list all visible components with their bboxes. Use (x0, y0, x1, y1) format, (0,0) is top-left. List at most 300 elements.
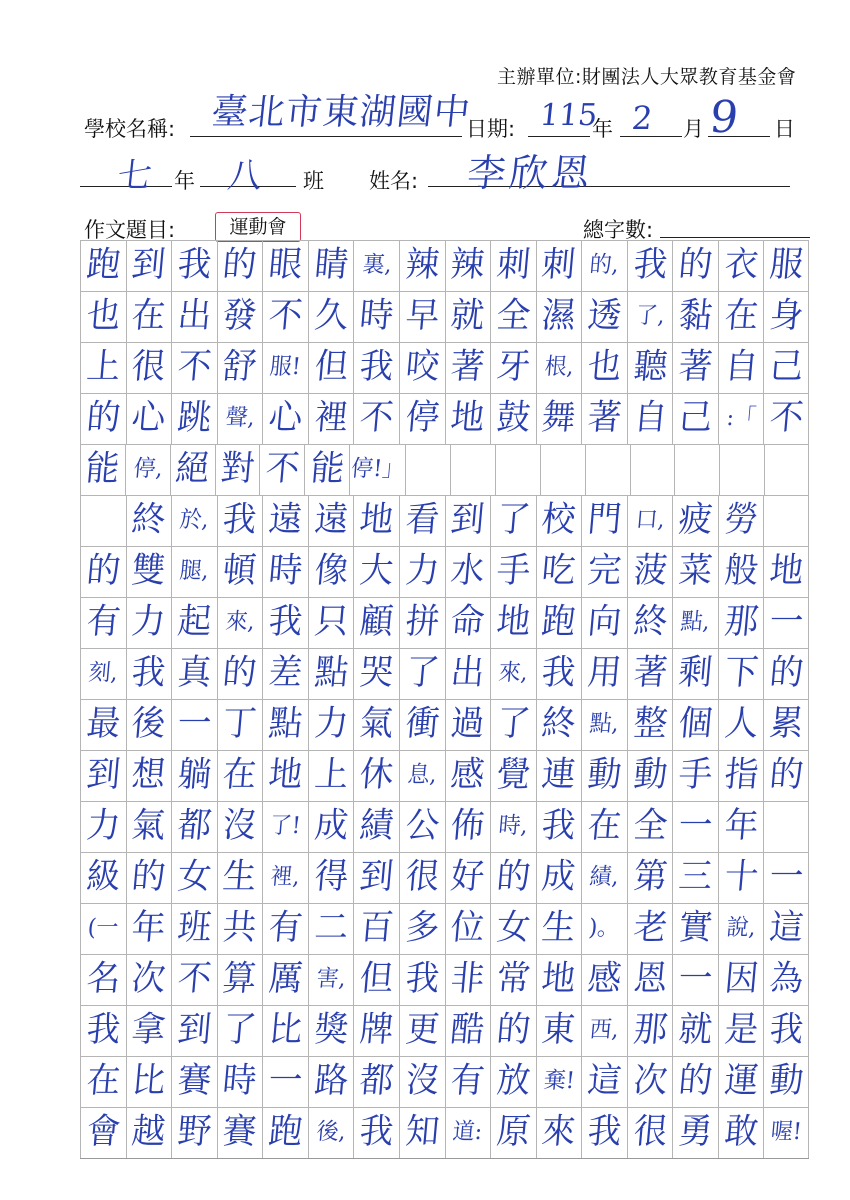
grid-cell (399, 699, 445, 750)
handwritten-char: 因 (722, 959, 760, 999)
grid-cell (495, 444, 540, 495)
grid-cell (399, 1005, 445, 1056)
handwritten-char: 女 (175, 857, 213, 897)
grid-cell (171, 393, 217, 444)
handwritten-char: 眼 (267, 245, 305, 285)
handwritten-char: 停!」 (350, 456, 406, 482)
handwritten-char: 一 (677, 959, 715, 999)
grid-cell (80, 903, 126, 954)
handwritten-char: 這 (767, 908, 805, 948)
grid-row (80, 291, 809, 343)
grid-cell (353, 1107, 399, 1158)
grid-cell (672, 291, 718, 342)
grid-cell (763, 852, 809, 903)
handwritten-char: 跳 (175, 398, 213, 438)
grid-cell (718, 699, 764, 750)
handwritten-char: 向 (585, 602, 624, 642)
grid-row (80, 954, 809, 1006)
handwritten-char: 到 (358, 857, 396, 897)
handwritten-char: 我 (221, 500, 259, 540)
date-label: 日期: (466, 117, 516, 141)
handwritten-char: 終 (631, 602, 669, 642)
grid-cell (581, 954, 627, 1005)
grid-cell (171, 1056, 217, 1107)
handwritten-char: 雙 (130, 551, 168, 591)
grid-cell (536, 546, 582, 597)
grid-cell (445, 1005, 491, 1056)
handwritten-char: 不 (175, 347, 213, 387)
grid-row (80, 801, 809, 853)
handwritten-char: 勇 (677, 1112, 715, 1152)
grid-cell (672, 1107, 718, 1158)
grid-cell (262, 597, 308, 648)
grid-row (80, 1107, 809, 1159)
grid-cell (490, 342, 536, 393)
handwritten-char: 差 (267, 653, 305, 693)
handwritten-char: 著 (585, 398, 624, 438)
handwritten-char: 就 (449, 296, 487, 336)
handwritten-char: 地 (449, 398, 487, 438)
handwritten-char: 辣 (449, 245, 487, 285)
handwritten-char: 年 (722, 806, 760, 846)
grid-cell (126, 1005, 172, 1056)
topic-label: 作文題目: (84, 218, 176, 242)
school-name-label: 學校名稱: (84, 117, 176, 141)
grid-cell (627, 393, 673, 444)
grid-cell (718, 240, 764, 291)
word-count-underline (660, 237, 810, 238)
grid-cell (490, 699, 536, 750)
handwritten-char: 命 (449, 602, 487, 642)
grid-row (80, 240, 809, 292)
grid-cell (763, 291, 809, 342)
handwritten-char: 休 (358, 755, 396, 795)
grid-cell (445, 954, 491, 1005)
handwritten-char: 人 (722, 704, 760, 744)
grid-cell (490, 954, 536, 1005)
topic-value: 運動會 (215, 212, 301, 242)
handwritten-char: 的 (84, 398, 122, 438)
grid-row (80, 1056, 809, 1108)
handwritten-char: 校 (540, 500, 578, 540)
grid-cell (490, 903, 536, 954)
handwritten-char: 賽 (221, 1112, 259, 1152)
handwritten-char: 口, (634, 507, 666, 533)
grid-cell (581, 1005, 627, 1056)
handwritten-char: 算 (221, 959, 259, 999)
handwritten-char: 我 (130, 653, 168, 693)
grid-cell (581, 597, 627, 648)
handwritten-char: 來 (540, 1112, 578, 1152)
grid-cell (126, 801, 172, 852)
grid-cell (308, 750, 354, 801)
grid-cell (445, 495, 491, 546)
grid-cell (262, 954, 308, 1005)
handwritten-char: 顧 (358, 602, 396, 642)
grid-cell (627, 495, 673, 546)
grid-cell (630, 444, 675, 495)
grid-cell (126, 954, 172, 1005)
handwritten-char: 我 (84, 1010, 122, 1050)
handwritten-char: 跑 (267, 1112, 305, 1152)
handwritten-char: 心 (130, 398, 168, 438)
handwritten-char: 獎 (312, 1010, 350, 1050)
grid-cell (581, 648, 627, 699)
handwritten-char: 看 (403, 500, 441, 540)
grid-row (80, 750, 809, 802)
handwritten-char: 己 (767, 347, 805, 387)
grid-cell (763, 240, 809, 291)
handwritten-char: 能 (308, 449, 346, 489)
grid-cell (262, 546, 308, 597)
grid-cell (672, 903, 718, 954)
grid-cell (262, 342, 308, 393)
handwritten-char: 氣 (358, 704, 396, 744)
handwritten-char: 哭 (358, 653, 396, 693)
grid-cell (353, 393, 399, 444)
grid-cell (585, 444, 630, 495)
handwritten-char: 拿 (130, 1010, 168, 1050)
grid-cell (217, 852, 263, 903)
handwritten-char: 用 (585, 653, 624, 693)
grid-cell (171, 291, 217, 342)
grid-cell (627, 546, 673, 597)
handwritten-char: 上 (312, 755, 350, 795)
grid-cell (80, 597, 126, 648)
grid-cell (262, 903, 308, 954)
handwritten-char: 己 (677, 398, 715, 438)
grid-cell (399, 342, 445, 393)
handwritten-char: 跑 (84, 245, 122, 285)
grid-cell (262, 495, 308, 546)
handwritten-char: 績 (358, 806, 396, 846)
grid-cell (80, 852, 126, 903)
handwritten-char: 菠 (631, 551, 669, 591)
grid-cell (126, 648, 172, 699)
handwritten-char: 門 (585, 500, 624, 540)
handwritten-char: 不 (175, 959, 213, 999)
grid-cell (536, 240, 582, 291)
handwritten-char: 的 (767, 755, 805, 795)
handwritten-char: 終 (130, 500, 168, 540)
grid-cell (536, 597, 582, 648)
handwritten-char: 服! (268, 354, 303, 380)
handwritten-char: 績, (588, 864, 621, 890)
grid-cell (536, 1107, 582, 1158)
grid-cell (763, 903, 809, 954)
handwritten-char: 的 (767, 653, 805, 693)
grid-cell (445, 597, 491, 648)
grid-cell (536, 342, 582, 393)
grid-cell (308, 495, 354, 546)
handwritten-char: 對 (218, 449, 257, 489)
grid-row (80, 699, 809, 751)
handwritten-char: 生 (221, 857, 259, 897)
grid-cell (308, 852, 354, 903)
handwritten-char: 棄! (542, 1068, 576, 1094)
grid-cell (718, 750, 764, 801)
grid-cell (126, 903, 172, 954)
grid-cell (718, 801, 764, 852)
handwritten-char: 上 (84, 347, 122, 387)
grid-cell (353, 699, 399, 750)
grid-cell (80, 699, 126, 750)
grid-cell (217, 954, 263, 1005)
handwritten-char: 一 (175, 704, 213, 744)
organizer-label: 主辦單位:財團法人大眾教育基金會 (497, 66, 797, 88)
handwritten-char: 不 (263, 449, 301, 489)
grid-cell (672, 954, 718, 1005)
grid-cell (171, 699, 217, 750)
grid-cell (763, 1107, 809, 1158)
grid-cell (217, 1107, 263, 1158)
handwritten-char: 的 (494, 1010, 532, 1050)
handwritten-char: 沒 (403, 1061, 441, 1101)
handwritten-char: 沒 (221, 806, 259, 846)
handwritten-char: 舒 (221, 347, 259, 387)
grid-cell (445, 1107, 491, 1158)
handwritten-char: 老 (631, 908, 669, 948)
grid-cell (399, 903, 445, 954)
handwritten-char: 成 (312, 806, 350, 846)
grid-cell (445, 240, 491, 291)
handwritten-char: 我 (767, 1010, 805, 1050)
handwritten-char: 終 (540, 704, 578, 744)
grid-cell (490, 393, 536, 444)
handwritten-char: 點 (267, 704, 305, 744)
grid-cell (125, 444, 170, 495)
grid-cell (445, 1056, 491, 1107)
handwritten-char: 拼 (403, 602, 441, 642)
grid-cell (171, 648, 217, 699)
handwritten-char: 有 (267, 908, 305, 948)
handwritten-char: 這 (585, 1061, 624, 1101)
handwritten-char: 感 (449, 755, 487, 795)
grid-cell (304, 444, 349, 495)
handwritten-char: 很 (631, 1112, 669, 1152)
handwritten-char: 連 (540, 755, 578, 795)
grid-row (80, 852, 809, 904)
handwritten-char: 刻, (87, 660, 120, 686)
handwritten-char: 咬 (403, 347, 441, 387)
name-label: 姓名: (369, 169, 419, 193)
grid-cell (490, 597, 536, 648)
handwritten-char: 生 (540, 908, 578, 948)
grid-cell (718, 546, 764, 597)
grid-cell (259, 444, 304, 495)
grid-cell (399, 750, 445, 801)
grid-cell (171, 1005, 217, 1056)
grid-cell (445, 291, 491, 342)
handwritten-char: 久 (312, 296, 350, 336)
grid-cell (80, 342, 126, 393)
grid-cell (718, 1107, 764, 1158)
grid-cell (262, 1005, 308, 1056)
student-name-value: 李欣恩 (465, 151, 596, 195)
grid-cell (126, 342, 172, 393)
handwritten-char: 都 (358, 1061, 396, 1101)
handwritten-char: 路 (312, 1061, 350, 1101)
grid-cell (581, 495, 627, 546)
grid-cell (353, 291, 399, 342)
grid-cell (126, 1056, 172, 1107)
grid-cell (763, 597, 809, 648)
grid-cell (353, 750, 399, 801)
handwritten-char: 裡 (312, 398, 350, 438)
grid-cell (126, 750, 172, 801)
grid-cell (672, 648, 718, 699)
grid-cell (80, 1107, 126, 1158)
grid-cell (581, 903, 627, 954)
handwritten-char: 後, (315, 1119, 347, 1145)
handwritten-char: 時 (221, 1061, 259, 1101)
grid-cell (353, 342, 399, 393)
grid-cell (445, 342, 491, 393)
handwritten-char: 會 (84, 1112, 122, 1152)
grid-cell (627, 648, 673, 699)
handwritten-char: 道: (451, 1119, 484, 1145)
grid-cell (308, 1005, 354, 1056)
handwritten-char: 在 (84, 1061, 122, 1101)
grid-cell (308, 546, 354, 597)
school-name-underline (190, 136, 462, 137)
grid-cell (672, 801, 718, 852)
grid-cell (536, 699, 582, 750)
grid-cell (445, 648, 491, 699)
handwritten-char: 手 (494, 551, 532, 591)
handwritten-char: 我 (358, 347, 396, 387)
handwritten-char: 聲, (224, 405, 256, 431)
handwritten-char: 水 (449, 551, 487, 591)
grid-cell (171, 597, 217, 648)
grid-cell (627, 903, 673, 954)
handwritten-char: 常 (494, 959, 532, 999)
grid-cell (80, 393, 126, 444)
grid-cell (308, 801, 354, 852)
grid-cell (581, 852, 627, 903)
handwritten-char: 聽 (631, 347, 669, 387)
grid-cell (490, 495, 536, 546)
handwritten-char: 停 (403, 398, 441, 438)
handwritten-char: 根, (543, 354, 575, 380)
handwritten-char: 說, (725, 915, 757, 941)
grid-cell (718, 852, 764, 903)
handwritten-char: 的 (677, 245, 715, 285)
handwritten-char: 百 (358, 908, 396, 948)
handwritten-char: 時, (497, 813, 530, 839)
grid-cell (672, 852, 718, 903)
handwritten-char: 那 (722, 602, 760, 642)
handwritten-char: 到 (84, 755, 122, 795)
handwritten-char: 著 (677, 347, 715, 387)
grid-cell (718, 393, 764, 444)
handwritten-char: 息, (406, 762, 438, 788)
grid-cell (399, 648, 445, 699)
grid-cell (217, 903, 263, 954)
grid-cell (763, 546, 809, 597)
grid-cell (763, 342, 809, 393)
handwritten-char: 裡, (269, 864, 302, 890)
grid-cell (445, 546, 491, 597)
handwritten-char: 後 (130, 704, 168, 744)
grid-cell (445, 699, 491, 750)
handwritten-char: 裏, (361, 252, 393, 278)
handwritten-char: 佈 (449, 806, 487, 846)
grid-cell (171, 240, 217, 291)
handwritten-char: 的 (677, 1061, 715, 1101)
grid-cell (399, 1107, 445, 1158)
grid-cell (126, 1107, 172, 1158)
handwritten-char: 但 (358, 959, 396, 999)
grid-cell (217, 342, 263, 393)
handwritten-char: 次 (631, 1061, 669, 1101)
year-value: 115 (538, 98, 600, 133)
handwritten-char: 時 (358, 296, 396, 336)
grid-cell (627, 801, 673, 852)
grid-cell (672, 546, 718, 597)
grid-cell (217, 648, 263, 699)
grid-cell (536, 495, 582, 546)
handwritten-char: 成 (540, 857, 578, 897)
grid-cell (399, 495, 445, 546)
handwritten-char: 野 (175, 1112, 213, 1152)
handwritten-char: 刺 (494, 245, 532, 285)
handwritten-char: 我 (175, 245, 213, 285)
grid-cell (581, 750, 627, 801)
handwritten-char: 越 (130, 1112, 168, 1152)
grid-cell (126, 291, 172, 342)
handwritten-char: 害, (315, 966, 347, 992)
handwritten-char: 辣 (403, 245, 441, 285)
grid-cell (672, 597, 718, 648)
grid-cell (80, 1056, 126, 1107)
grid-cell (627, 1107, 673, 1158)
handwritten-char: 絕 (174, 449, 212, 489)
handwritten-char: 跑 (540, 602, 578, 642)
handwritten-char: 更 (403, 1010, 441, 1050)
grid-cell (262, 1107, 308, 1158)
handwritten-char: 的 (221, 653, 259, 693)
grid-cell (262, 801, 308, 852)
handwritten-char: 整 (631, 704, 669, 744)
grid-cell (126, 852, 172, 903)
handwritten-char: 了 (221, 1010, 259, 1050)
grid-cell (445, 750, 491, 801)
grid-cell (718, 903, 764, 954)
handwritten-char: 著 (449, 347, 487, 387)
grid-cell (217, 750, 263, 801)
grid-cell (399, 240, 445, 291)
handwritten-char: 為 (767, 959, 805, 999)
handwritten-char: 真 (175, 653, 213, 693)
handwritten-char: 但 (312, 347, 350, 387)
handwritten-char: 原 (494, 1112, 532, 1152)
handwritten-char: 不 (267, 296, 305, 336)
grid-cell (80, 648, 126, 699)
handwritten-char: 發 (221, 296, 259, 336)
handwritten-char: (一 (86, 915, 120, 941)
grid-cell (627, 852, 673, 903)
grid-cell (672, 342, 718, 393)
grid-cell (399, 852, 445, 903)
handwritten-char: 動 (767, 1061, 805, 1101)
handwritten-char: 濕 (540, 296, 578, 336)
grid-cell (627, 699, 673, 750)
grid-cell (627, 954, 673, 1005)
grid-cell (672, 240, 718, 291)
handwritten-char: 到 (130, 245, 168, 285)
year-underline (528, 136, 590, 137)
